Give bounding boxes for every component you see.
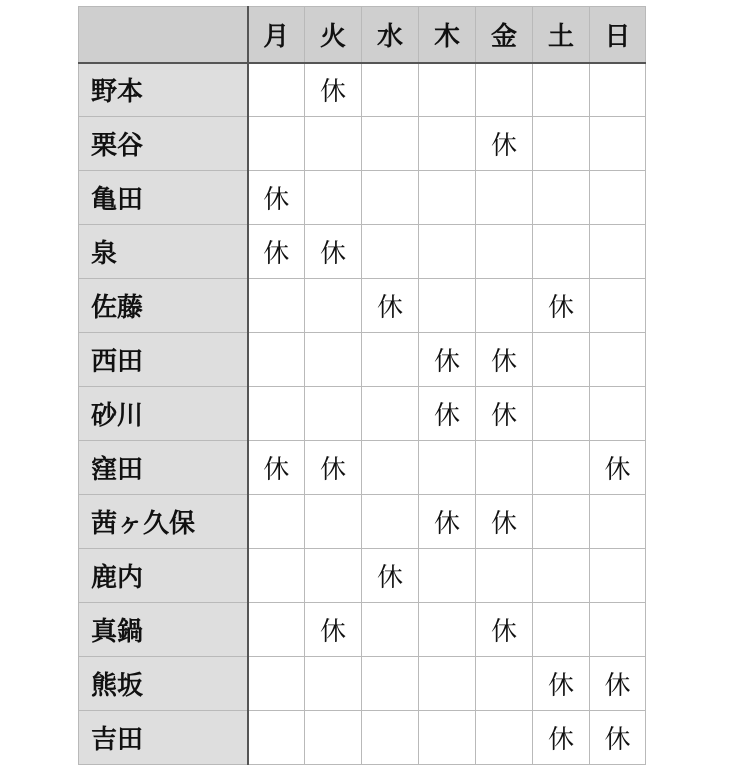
schedule-cell[interactable] [362,657,419,711]
schedule-cell[interactable] [362,225,419,279]
schedule-cell[interactable] [419,603,476,657]
schedule-cell[interactable] [419,711,476,765]
table-row [79,711,646,765]
table-row [79,63,646,117]
schedule-cell[interactable]: 休 [533,279,590,333]
schedule-cell[interactable] [362,171,419,225]
employee-name-cell[interactable]: 砂川 [79,387,248,441]
schedule-cell[interactable]: 休 [362,549,419,603]
schedule-cell[interactable] [533,549,590,603]
schedule-cell[interactable] [419,225,476,279]
schedule-cell[interactable] [419,279,476,333]
schedule-cell[interactable] [476,549,533,603]
schedule-cell[interactable] [533,441,590,495]
schedule-cell[interactable] [476,441,533,495]
schedule-cell[interactable] [533,117,590,171]
schedule-cell[interactable] [590,495,646,549]
schedule-cell[interactable]: 休 [476,333,533,387]
employee-name-cell[interactable]: 西田 [79,333,248,387]
schedule-cell[interactable] [533,225,590,279]
schedule-cell[interactable] [533,387,590,441]
employee-name-cell[interactable]: 佐藤 [79,279,248,333]
schedule-body [79,63,646,765]
day-header-thu[interactable]: 木 [419,7,476,63]
schedule-cell[interactable] [362,441,419,495]
holiday-schedule-table [78,6,646,765]
schedule-cell[interactable] [590,279,646,333]
schedule-cell[interactable]: 休 [305,63,362,117]
schedule-cell[interactable]: 休 [248,441,305,495]
schedule-cell[interactable] [305,279,362,333]
day-header-mon[interactable]: 月 [248,7,305,63]
schedule-cell[interactable] [248,495,305,549]
schedule-cell[interactable] [305,333,362,387]
schedule-cell[interactable] [419,117,476,171]
schedule-cell[interactable] [305,171,362,225]
schedule-cell[interactable] [248,603,305,657]
schedule-cell[interactable]: 休 [419,387,476,441]
schedule-cell[interactable] [305,549,362,603]
schedule-cell[interactable] [248,387,305,441]
schedule-cell[interactable]: 休 [476,117,533,171]
table-row [79,225,646,279]
schedule-cell[interactable] [476,279,533,333]
schedule-cell[interactable]: 休 [419,495,476,549]
table-row [79,333,646,387]
schedule-cell[interactable] [476,225,533,279]
corner-cell [79,7,248,63]
schedule-cell[interactable]: 休 [305,225,362,279]
employee-name-cell[interactable]: 吉田 [79,711,248,765]
schedule-cell[interactable] [476,171,533,225]
table-row [79,387,646,441]
table-row [79,603,646,657]
employee-name-cell[interactable]: 真鍋 [79,603,248,657]
schedule-cell[interactable] [248,63,305,117]
employee-name-cell[interactable]: 栗谷 [79,117,248,171]
schedule-cell[interactable] [476,63,533,117]
table-row [79,171,646,225]
schedule-cell[interactable]: 休 [305,603,362,657]
schedule-cell[interactable] [362,117,419,171]
schedule-cell[interactable] [362,387,419,441]
schedule-cell[interactable] [248,333,305,387]
schedule-cell[interactable] [362,603,419,657]
day-header-wed[interactable]: 水 [362,7,419,63]
table-row [79,549,646,603]
schedule-cell[interactable] [362,711,419,765]
schedule-cell[interactable] [248,549,305,603]
schedule-cell[interactable]: 休 [248,225,305,279]
schedule-cell[interactable] [533,603,590,657]
schedule-cell[interactable] [248,711,305,765]
schedule-cell[interactable] [590,63,646,117]
schedule-cell[interactable] [419,441,476,495]
schedule-cell[interactable]: 休 [590,657,646,711]
schedule-cell[interactable] [533,171,590,225]
schedule-cell[interactable] [362,63,419,117]
schedule-cell[interactable] [590,171,646,225]
schedule-cell[interactable]: 休 [419,333,476,387]
day-header-sat[interactable]: 土 [533,7,590,63]
schedule-cell[interactable] [476,711,533,765]
schedule-cell[interactable] [419,657,476,711]
schedule-cell[interactable] [590,117,646,171]
schedule-cell[interactable] [476,657,533,711]
schedule-cell[interactable] [533,333,590,387]
schedule-cell[interactable] [533,63,590,117]
schedule-cell[interactable]: 休 [305,441,362,495]
employee-name-cell[interactable]: 鹿内 [79,549,248,603]
table-row [79,657,646,711]
schedule-cell[interactable] [248,279,305,333]
employee-name-cell[interactable]: 野本 [79,63,248,117]
schedule-cell[interactable] [305,387,362,441]
schedule-cell[interactable] [419,63,476,117]
schedule-cell[interactable]: 休 [533,657,590,711]
table-row [79,279,646,333]
schedule-cell[interactable] [248,117,305,171]
employee-name-cell[interactable]: 茜ヶ久保 [79,495,248,549]
employee-name-cell[interactable]: 熊坂 [79,657,248,711]
schedule-cell[interactable] [590,225,646,279]
schedule-cell[interactable] [590,603,646,657]
header-row [79,7,646,63]
employee-name-cell[interactable]: 窪田 [79,441,248,495]
schedule-cell[interactable] [305,657,362,711]
day-header-tue[interactable]: 火 [305,7,362,63]
schedule-cell[interactable] [305,117,362,171]
schedule-cell[interactable]: 休 [248,171,305,225]
schedule-cell[interactable]: 休 [362,279,419,333]
schedule-cell[interactable]: 休 [476,495,533,549]
day-header-fri[interactable]: 金 [476,7,533,63]
day-header-sun[interactable]: 日 [590,7,646,63]
schedule-cell[interactable] [305,495,362,549]
employee-name-cell[interactable]: 泉 [79,225,248,279]
table-row [79,117,646,171]
schedule-cell[interactable] [305,711,362,765]
schedule-cell[interactable] [248,657,305,711]
schedule-cell[interactable] [533,495,590,549]
schedule-sheet [78,6,645,760]
table-row [79,441,646,495]
schedule-cell[interactable]: 休 [590,711,646,765]
schedule-cell[interactable] [419,549,476,603]
schedule-cell[interactable] [590,333,646,387]
schedule-cell[interactable]: 休 [533,711,590,765]
schedule-cell[interactable] [419,171,476,225]
schedule-cell[interactable] [590,387,646,441]
table-row [79,495,646,549]
schedule-cell[interactable]: 休 [476,387,533,441]
schedule-cell[interactable] [362,333,419,387]
schedule-cell[interactable]: 休 [476,603,533,657]
schedule-cell[interactable]: 休 [590,441,646,495]
schedule-cell[interactable] [590,549,646,603]
employee-name-cell[interactable]: 亀田 [79,171,248,225]
schedule-cell[interactable] [362,495,419,549]
